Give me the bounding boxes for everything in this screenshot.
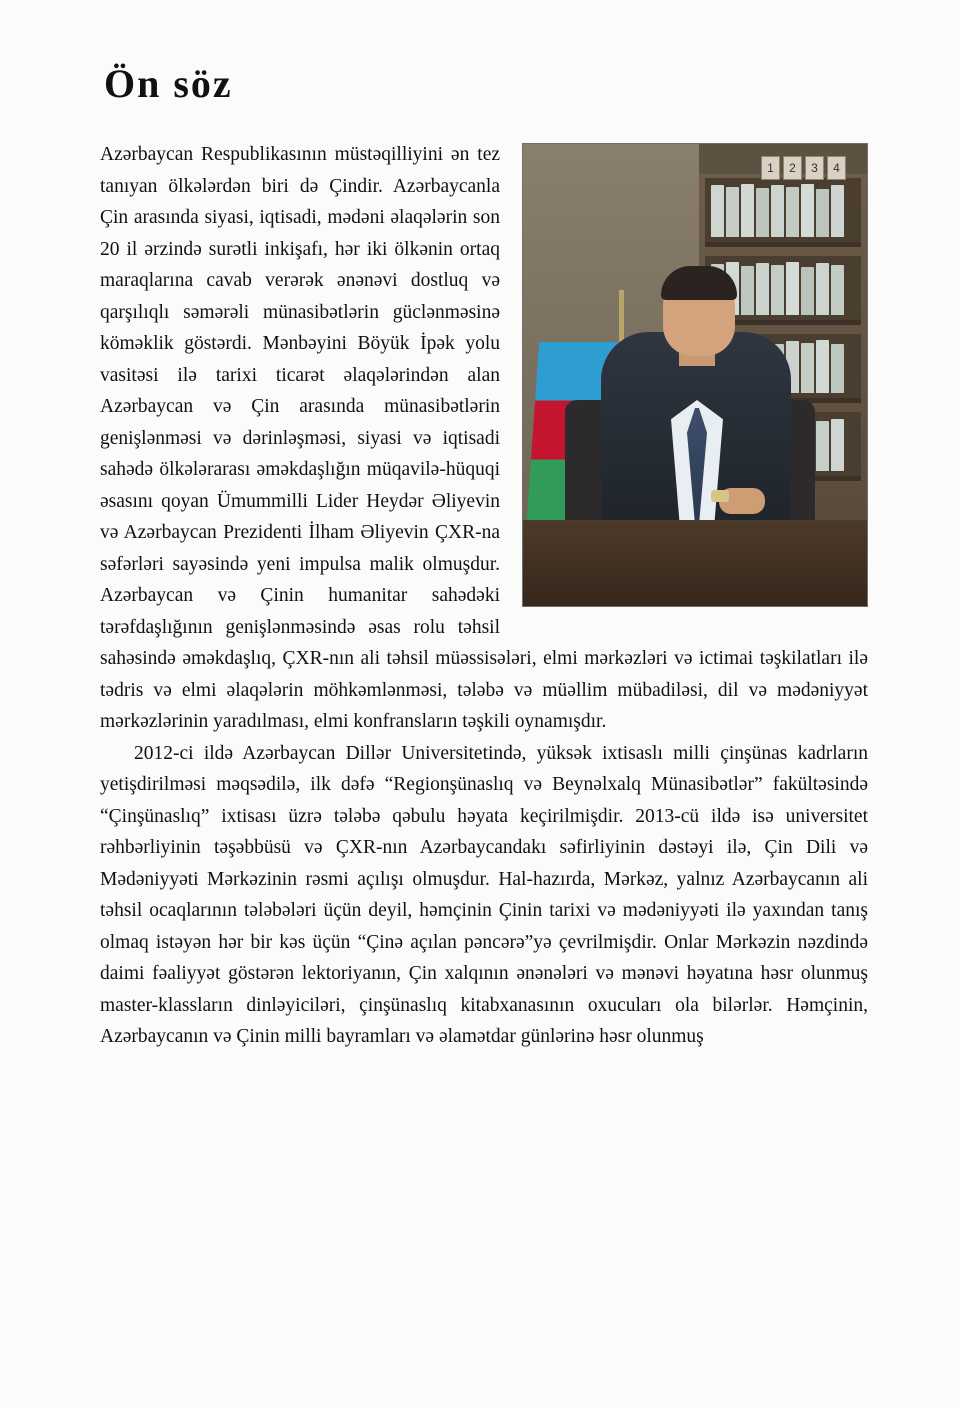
text-flow [100,139,868,1053]
page-content [100,60,868,1053]
paragraph-2: 2012-ci ildə Azərbaycan Dillər Universitetində, yüksək ixtisaslı milli çinşünas kadrların yetişdirilməsi məqsədilə, ilk dəfə “Regionşünaslıq və Beynəlxalq Münasibətlər” fakültəsində “Çinşünaslıq” ixtisası üzrə tələbə qəbulu həyata keçirilmişdir. 2013-cü ildə isə universitet rəhbərliyinin təşəbbüsü və ÇXR-nın Azərbaycandakı səfirliyinin dəstəyi ilə, Çin Dili və Mədəniyyəti Mərkəzinin rəsmi açılışı olmuşdur. Hal-hazırda, Mərkəz, yalnız Azərbaycanın ali təhsil ocaqlarının tələbələri üçün deyil, həmçinin Çinin tarixi və mədəniyyəti ilə yaxından tanış olmaq istəyən hər bir kəs üçün “Çinə açılan pəncərə”yə çevrilmişdir. Onlar Mərkəzin nəzdində daimi fəaliyyət göstərən lektoriyanın, Çin xalqının ənənələri və mənəvi həyatına həsr olunmuş master-klassların dinləyiciləri, çinşünaslıq kitabxanasının oxucuları ola bilərlər. Həmçinin, Azərbaycanın və Çinin milli bayramları və əlamətdar günlərinə həsr olunmuş [100,742,868,1047]
desk [523,520,867,606]
paragraph-1: Azərbaycan Respublikasının müstəqilliyini ən tez tanıyan ölkələrdən biri də Çindir. Azərbaycanla Çin arasında siyasi, iqtisadi, mədəni əlaqələrin son 20 il ərzində surətli inkişafı, hər iki ölkənin ortaq maraqlarına cavab verərək ənənəvi dostluq və qarşılıqlı səmərəli münasibətlərin güclənməsinə köməklik göstərdi. Mənbəyini Böyük İpək yolu vasitəsi ilə tarixi ticarət əlaqələrindən alan Azərbaycan və Çin arasında münasibətlərin genişlənməsi və dərinləşməsi, siyasi və iqtisadi sahədə ölkələrarası əməkdaşlığın müqavilə-hüquqi əsasını qoyan Ümummilli Lider Heydər Əliyevin və Azərbaycan Prezidenti İlham Əliyevin ÇXR-na səfərləri sayəsində yeni impulsa malik olmuşdur. Azərbaycan və Çinin humanitar sahədəki tərəfdaşlığının genişlənməsində əsas rolu təhsil sahəsində əməkdaşlıq, ÇXR-nın ali təhsil müəssisələri, elmi mərkəzləri və ictimai təşkilatları ilə tədris və elmi əlaqələrin möhkəmlənməsi, tələbə və müəllim mübadiləsi, dil və mədəniyyət mərkəzlərinin yaradılması, elmi konfransların təşkili oynamışdır. [100,144,868,732]
page-title: Ön söz [104,61,233,106]
shelf-number: 2 [783,156,802,180]
shelf-number: 4 [827,156,846,180]
bookshelf-row [705,178,861,247]
shelf-number: 3 [805,156,824,180]
wristwatch [711,490,729,502]
portrait-photo [522,143,868,607]
bookcase-top [699,144,867,174]
shelf-number: 1 [761,156,780,180]
